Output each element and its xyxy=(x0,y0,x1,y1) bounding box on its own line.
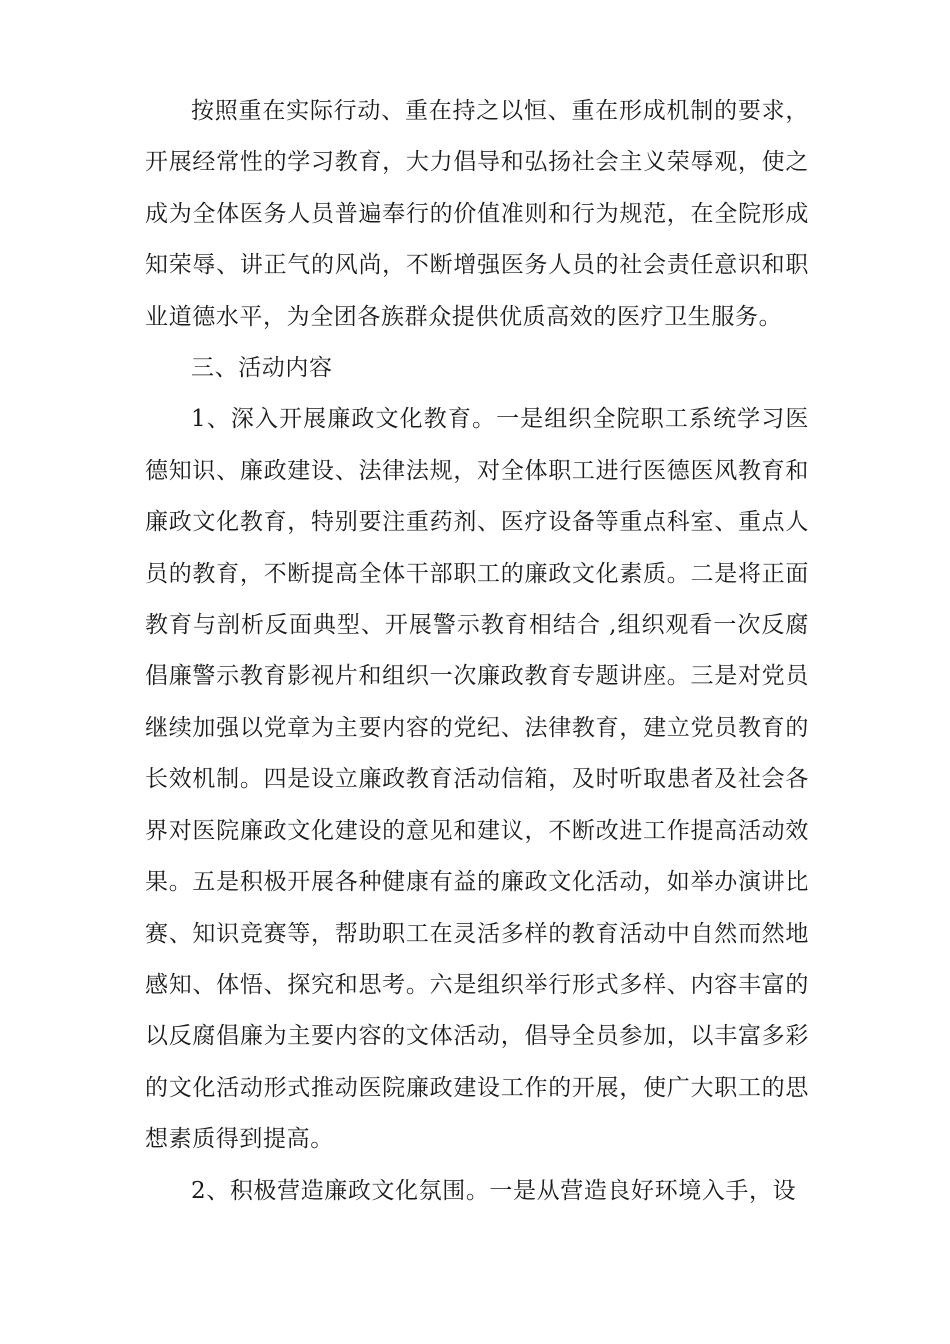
item-2-paragraph: 2、积极营造廉政文化氛围。一是从营造良好环境入手，设 xyxy=(191,1177,797,1204)
document-body xyxy=(145,86,809,1217)
intro-paragraph: 按照重在实际行动、重在持之以恒、重在形成机制的要求，开展经常性的学习教育，大力倡导和弘扬社会主义荣辱观，使之成为全体医务人员普遍奉行的价值准则和行为规范，在全院形成知荣辱、讲正气的风尚，不断增强医务人员的社会责任意识和职业道德水平，为全团各族群众提供优质高效的医疗卫生服务。 xyxy=(145,98,809,330)
item-1-paragraph: 1、深入开展廉政文化教育。一是组织全院职工系统学习医德知识、廉政建设、法律法规，对全体职工进行医德医风教育和廉政文化教育，特别要注重药剂、医疗设备等重点科室、重点人员的教育，不断提高全体干部职工的廉政文化素质。二是将正面教育与剖析反面典型、开展警示教育相结合 ,组织观看一次反腐倡廉警示教育影视片和组织一次廉政教育专题讲座。三是对党员继续加强以党章为主要内容的党纪、法律教育，建立党员教育的长效机制。四是设立廉政教育活动信箱，及时听取患者及社会各界对医院廉政文化建设的意见和建议，不断改进工作提高活动效果。五是积极开展各种健康有益的廉政文化活动，如举办演讲比赛、知识竞赛等，帮助职工在灵活多样的教育活动中自然而然地感知、体悟、探究和思考。六是组织举行形式多样、内容丰富的以反腐倡廉为主要内容的文体活动，倡导全员参加，以丰富多彩的文化活动形式推动医院廉政建设工作的开展，使广大职工的思想素质得到提高。 xyxy=(145,406,809,1153)
section-heading: 三、活动内容 xyxy=(191,355,333,382)
